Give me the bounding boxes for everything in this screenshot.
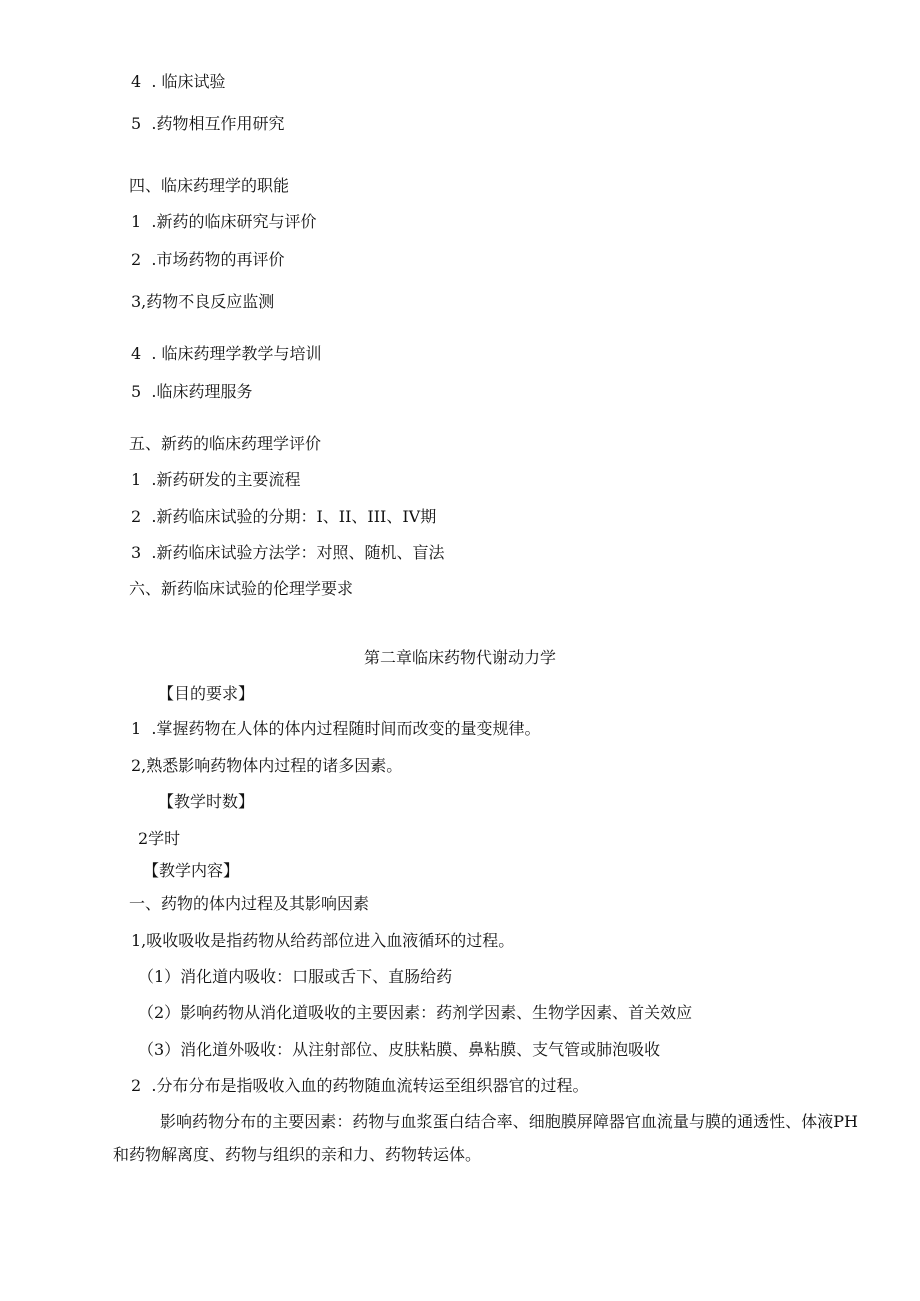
list-item: 1 .掌握药物在人体的体内过程随时间而改变的量变规律。 <box>131 719 541 738</box>
list-item: 2 .市场药物的再评价 <box>131 250 285 269</box>
list-item: 1 .新药研发的主要流程 <box>131 470 301 489</box>
list-item: 2 .新药临床试验的分期：I、II、III、IV期 <box>131 507 437 526</box>
list-item: 5 .临床药理服务 <box>131 382 253 401</box>
hours-heading: 【教学时数】 <box>158 792 255 811</box>
list-item: （3）消化道外吸收：从注射部位、皮肤粘膜、鼻粘膜、支气管或肺泡吸收 <box>138 1040 661 1059</box>
chapter-title: 第二章临床药物代谢动力学 <box>363 648 556 667</box>
list-item: 4 . 临床药理学教学与培训 <box>131 344 322 363</box>
list-item: 5 .药物相互作用研究 <box>131 114 285 133</box>
list-item: 2,熟悉影响药物体内过程的诸多因素。 <box>131 756 403 775</box>
section-heading: 五、新药的临床药理学评价 <box>129 434 322 453</box>
content-heading: 【教学内容】 <box>143 861 240 880</box>
hours-value: 2学时 <box>138 829 181 848</box>
list-item: 4 . 临床试验 <box>131 72 226 91</box>
list-item: 3 .新药临床试验方法学：对照、随机、盲法 <box>131 543 445 562</box>
list-item: 2 .分布分布是指吸收入血的药物随血流转运至组织器官的过程。 <box>131 1076 589 1095</box>
list-item: （2）影响药物从消化道吸收的主要因素：药剂学因素、生物学因素、首关效应 <box>138 1003 693 1022</box>
section-heading: 四、临床药理学的职能 <box>129 176 290 195</box>
section-heading: 六、新药临床试验的伦理学要求 <box>129 579 354 598</box>
list-item: 1 .新药的临床研究与评价 <box>131 212 317 231</box>
paragraph: 影响药物分布的主要因素：药物与血浆蛋白结合率、细胞膜屏障器官血流量与膜的通透性、体液PH和药物解离度、药物与组织的亲和力、药物转运体。 <box>113 1112 858 1164</box>
objectives-heading: 【目的要求】 <box>158 684 255 703</box>
section-heading: 一、药物的体内过程及其影响因素 <box>129 894 370 913</box>
list-item: 3,药物不良反应监测 <box>131 292 275 311</box>
list-item: 1,吸收吸收是指药物从给药部位进入血液循环的过程。 <box>131 931 515 950</box>
list-item: （1）消化道内吸收：口服或舌下、直肠给药 <box>138 967 453 986</box>
